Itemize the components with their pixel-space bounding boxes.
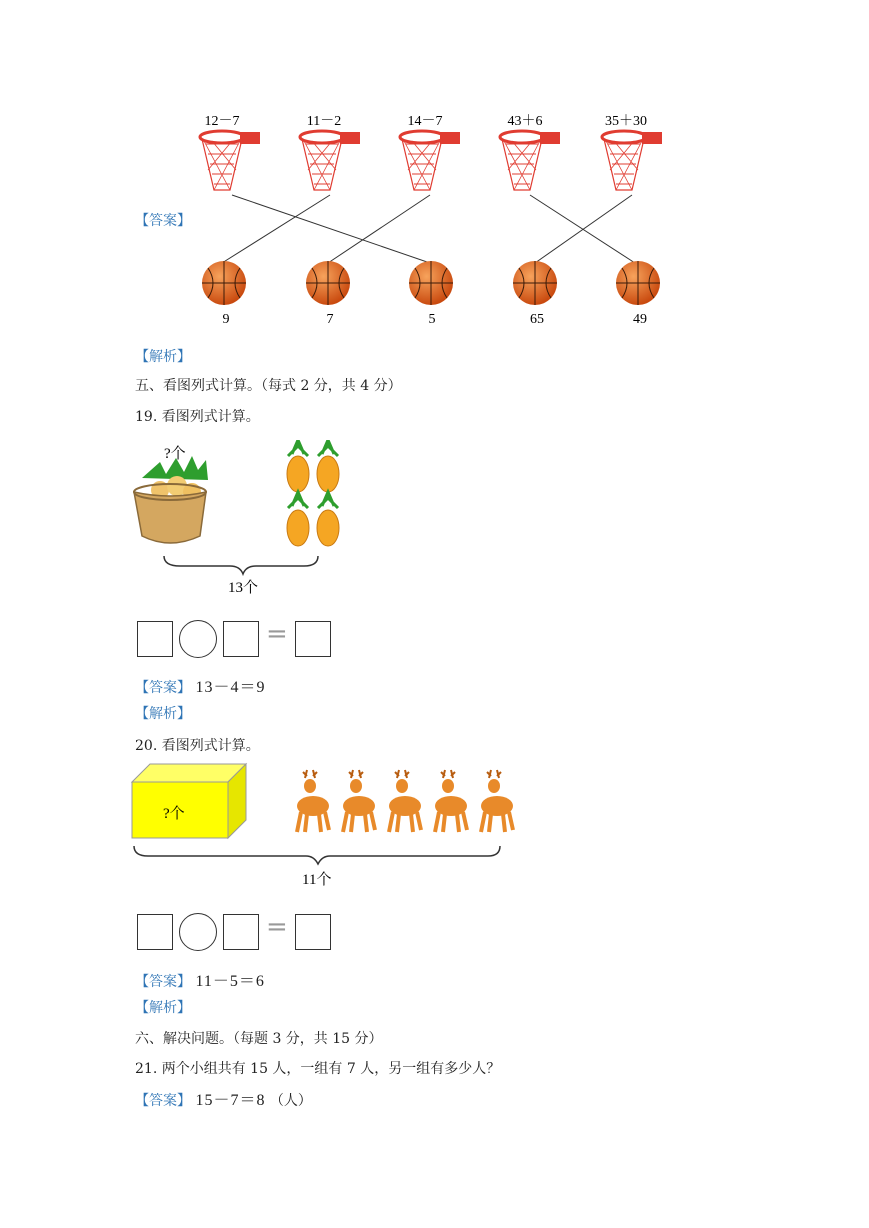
q19-blank-box-2[interactable] (223, 621, 259, 657)
q19-brace (164, 556, 318, 574)
q21-answer: 15－7＝8 (195, 1092, 266, 1109)
q20-question-mark-label: ?个 (163, 806, 185, 822)
hoop-label-1: 12－7 (204, 114, 240, 129)
ball-label-4: 65 (530, 312, 544, 327)
hoop-4 (500, 131, 560, 190)
match-line-4 (530, 195, 635, 263)
q19-blank-box-1[interactable] (137, 621, 173, 657)
q20-svg (128, 760, 528, 895)
ball-label-3: 5 (428, 312, 436, 327)
basketball-5 (616, 261, 660, 305)
q20-equals-sign: = (266, 912, 288, 942)
matching-figure (180, 105, 680, 330)
matching-answer-label: 【答案】 (135, 213, 191, 229)
hoop-1 (200, 131, 260, 190)
q20-operator-circle[interactable] (179, 913, 217, 951)
hoop-3 (400, 131, 460, 190)
q19-blank-box-3[interactable] (295, 621, 331, 657)
q21-title: 21. 两个小组共有 15 人，一组有 7 人，另一组有多少人？ (135, 1061, 501, 1077)
q19-question-mark-label: ?个 (164, 446, 186, 462)
q20-blank-box-1[interactable] (137, 914, 173, 950)
q19-equals-sign: = (266, 619, 288, 649)
yellow-box-icon (132, 764, 246, 838)
q19-analysis-label: 【解析】 (135, 706, 191, 722)
hoop-label-5: 35＋30 (605, 114, 647, 129)
analysis-label-1: 【解析】 (135, 349, 191, 365)
ball-label-1: 9 (222, 312, 230, 327)
section6-title: 六、解决问题。（每题 3 分，共 15 分） (135, 1031, 383, 1047)
q19-operator-circle[interactable] (179, 620, 217, 658)
q20-answer-label: 【答案】 (135, 974, 191, 990)
q19-answer-row (135, 674, 265, 697)
hoop-label-2: 11－2 (306, 114, 342, 129)
q19-answer: 13－4＝9 (195, 679, 266, 696)
matching-svg (180, 105, 680, 330)
q19-total-label: 13个 (228, 580, 259, 596)
basketball-3 (409, 261, 453, 305)
q21-answer-row (135, 1087, 312, 1110)
q19-answer-label: 【答案】 (135, 680, 191, 696)
q21-answer-label: 【答案】 (135, 1093, 191, 1109)
basketball-1 (202, 261, 246, 305)
q20-blank-box-2[interactable] (223, 914, 259, 950)
q20-figure (128, 760, 528, 895)
hoop-2 (300, 131, 360, 190)
q21-answer-unit: （人） (269, 1093, 312, 1109)
fruit-basket-icon (134, 456, 208, 543)
q19-figure (130, 440, 360, 600)
q20-answer-row (135, 968, 265, 991)
deer-icons (297, 770, 513, 832)
hoop-label-3: 14－7 (407, 114, 443, 129)
pineapple-icons (287, 440, 339, 546)
section5-title: 五、看图列式计算。（每式 2 分，共 4 分） (135, 378, 402, 394)
ball-label-2: 7 (326, 312, 334, 327)
q20-title: 20. 看图列式计算。 (135, 738, 260, 754)
q20-brace (134, 846, 500, 864)
q20-blank-box-3[interactable] (295, 914, 331, 950)
hoop-label-4: 43＋6 (507, 114, 543, 129)
q19-svg (130, 440, 360, 600)
basketball-2 (306, 261, 350, 305)
match-line-5 (535, 195, 632, 263)
match-line-1 (232, 195, 430, 263)
basketball-4 (513, 261, 557, 305)
q20-total-label: 11个 (302, 872, 332, 888)
match-line-3 (328, 195, 430, 263)
hoop-5 (602, 131, 662, 190)
q20-analysis-label: 【解析】 (135, 1000, 191, 1016)
ball-label-5: 49 (633, 312, 647, 327)
match-line-2 (222, 195, 330, 263)
q19-title: 19. 看图列式计算。 (135, 409, 260, 425)
q20-answer: 11－5＝6 (195, 973, 265, 990)
